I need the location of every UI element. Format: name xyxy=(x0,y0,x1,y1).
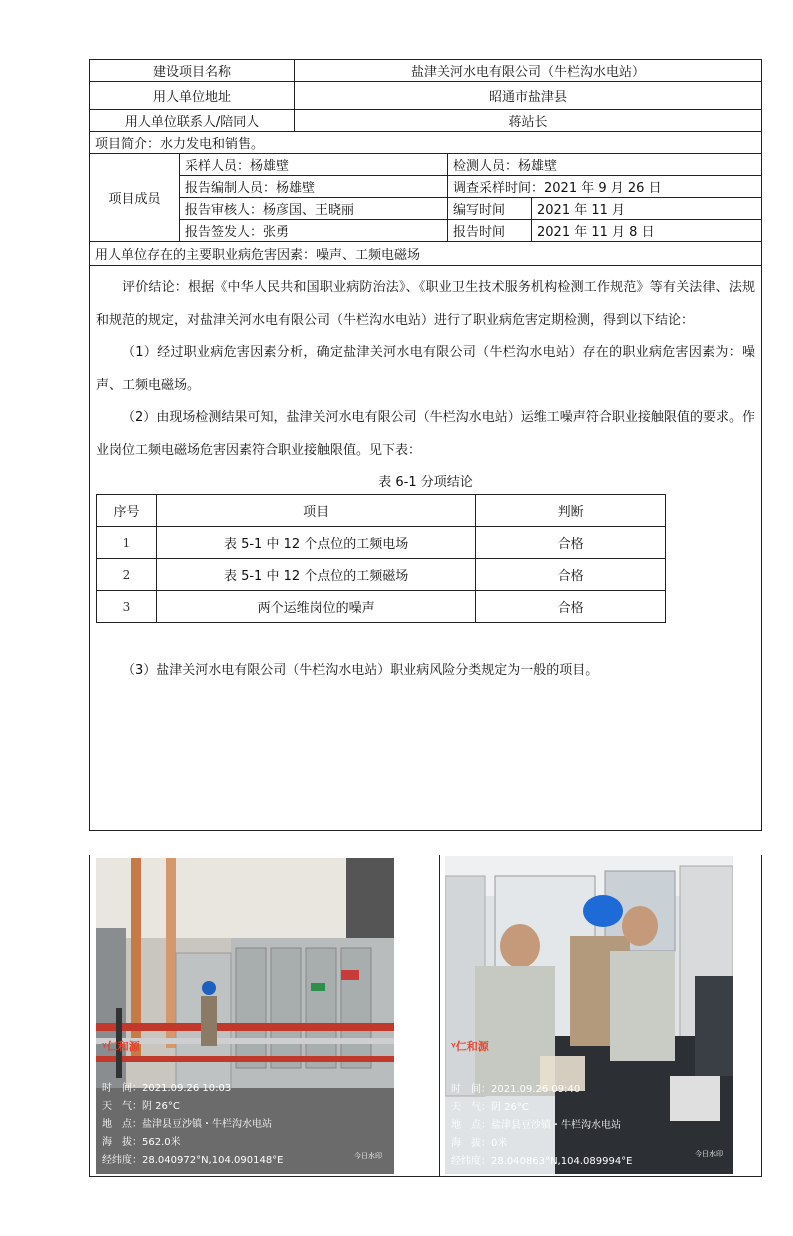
info-table xyxy=(89,59,762,831)
table-caption: 表 6-1 分项结论 xyxy=(378,475,473,490)
sampler: 采样人员：杨雄壁 xyxy=(180,154,448,176)
photo-weather: 天 气：阴 26°C xyxy=(102,1101,180,1112)
photo-weather: 天 气：阴 26°C xyxy=(451,1102,529,1113)
photo-coords: 经纬度：28.040972°N,104.090148°E xyxy=(102,1155,284,1166)
photo-altitude: 海 拔：0米 xyxy=(451,1138,508,1149)
photo-altitude: 海 拔：562.0米 xyxy=(102,1137,181,1148)
project-intro: 项目简介：水力发电和销售。 xyxy=(90,132,762,154)
reviewer: 报告审核人：杨彦国、王晓丽 xyxy=(180,198,448,220)
survey-time: 调查采样时间：2021 年 9 月 26 日 xyxy=(448,176,762,198)
compiler: 报告编制人员：杨雄壁 xyxy=(180,176,448,198)
row-item: 两个运维岗位的噪声 xyxy=(156,591,475,623)
photo-divider xyxy=(439,855,440,1176)
signer: 报告签发人：张勇 xyxy=(180,220,448,242)
report-time-label: 报告时间 xyxy=(448,220,532,242)
conclusion-paragraph-3: （2）由现场检测结果可知，盐津关河水电有限公司（牛栏沟水电站）运维工噪声符合职业接触限值的要求。作业岗位工频电磁场危害因素符合职业接触限值。见下表： xyxy=(96,410,756,458)
table-row xyxy=(97,559,666,591)
table-header-row xyxy=(97,495,666,527)
address-label: 用人单位地址 xyxy=(90,82,295,110)
conclusion-paragraph-4: （3）盐津关河水电有限公司（牛栏沟水电站）职业病风险分类规定为一般的项目。 xyxy=(122,663,599,678)
header-no: 序号 xyxy=(97,495,157,527)
report-time-value: 2021 年 11 月 8 日 xyxy=(532,220,762,242)
watermark-stamp: 今日水印 xyxy=(695,1150,723,1158)
hazard-factors: 用人单位存在的主要职业病危害因素：噪声、工频电磁场 xyxy=(90,242,762,266)
table-row xyxy=(97,591,666,623)
row-result: 合格 xyxy=(476,591,666,623)
sub-conclusion-table xyxy=(96,494,666,623)
photo-place: 地 点：盐津县豆沙镇・牛栏沟水电站 xyxy=(102,1119,272,1130)
row-no: 1 xyxy=(97,527,157,559)
watermark-logo: ᵞ仁和源 xyxy=(451,1040,489,1053)
address-value: 昭通市盐津县 xyxy=(295,82,762,110)
write-time-label: 编写时间 xyxy=(448,198,532,220)
header-result: 判断 xyxy=(476,495,666,527)
header-item: 项目 xyxy=(156,495,475,527)
row-result: 合格 xyxy=(476,559,666,591)
site-photo-1 xyxy=(96,858,394,1174)
row-item: 表 5-1 中 12 个点位的工频电场 xyxy=(156,527,475,559)
row-no: 3 xyxy=(97,591,157,623)
photo-time: 时 间：2021.09.26 09:40 xyxy=(451,1084,581,1095)
photo-time: 时 间：2021.09.26 10:03 xyxy=(102,1083,232,1094)
watermark-stamp: 今日水印 xyxy=(354,1152,382,1160)
write-time-value: 2021 年 11 月 xyxy=(532,198,762,220)
photo-coords: 经纬度：28.040863°N,104.089994°E xyxy=(451,1156,633,1167)
conclusion-paragraph-1: 评价结论：根据《中华人民共和国职业病防治法》、《职业卫生技术服务机构检测工作规范》等有关法律、法规和规范的规定，对盐津关河水电有限公司（牛栏沟水电站）进行了职业病危害定期检测，得到以下结论： xyxy=(96,280,756,328)
row-no: 2 xyxy=(97,559,157,591)
site-photo-2 xyxy=(445,856,733,1174)
photo-place: 地 点：盐津县豆沙镇・牛栏沟水电站 xyxy=(451,1120,621,1131)
conclusion-body xyxy=(90,266,762,831)
contact-value: 蒋站长 xyxy=(295,110,762,132)
row-result: 合格 xyxy=(476,527,666,559)
project-name-label: 建设项目名称 xyxy=(90,60,295,82)
inspector: 检测人员：杨雄壁 xyxy=(448,154,762,176)
conclusion-paragraph-2: （1）经过职业病危害因素分析，确定盐津关河水电有限公司（牛栏沟水电站）存在的职业病危害因素为：噪声、工频电磁场。 xyxy=(96,345,756,393)
project-name-value: 盐津关河水电有限公司（牛栏沟水电站） xyxy=(295,60,762,82)
watermark-logo: ᵞ仁和源 xyxy=(102,1040,140,1053)
contact-label: 用人单位联系人/陪同人 xyxy=(90,110,295,132)
members-label: 项目成员 xyxy=(90,154,180,242)
row-item: 表 5-1 中 12 个点位的工频磁场 xyxy=(156,559,475,591)
table-row xyxy=(97,527,666,559)
